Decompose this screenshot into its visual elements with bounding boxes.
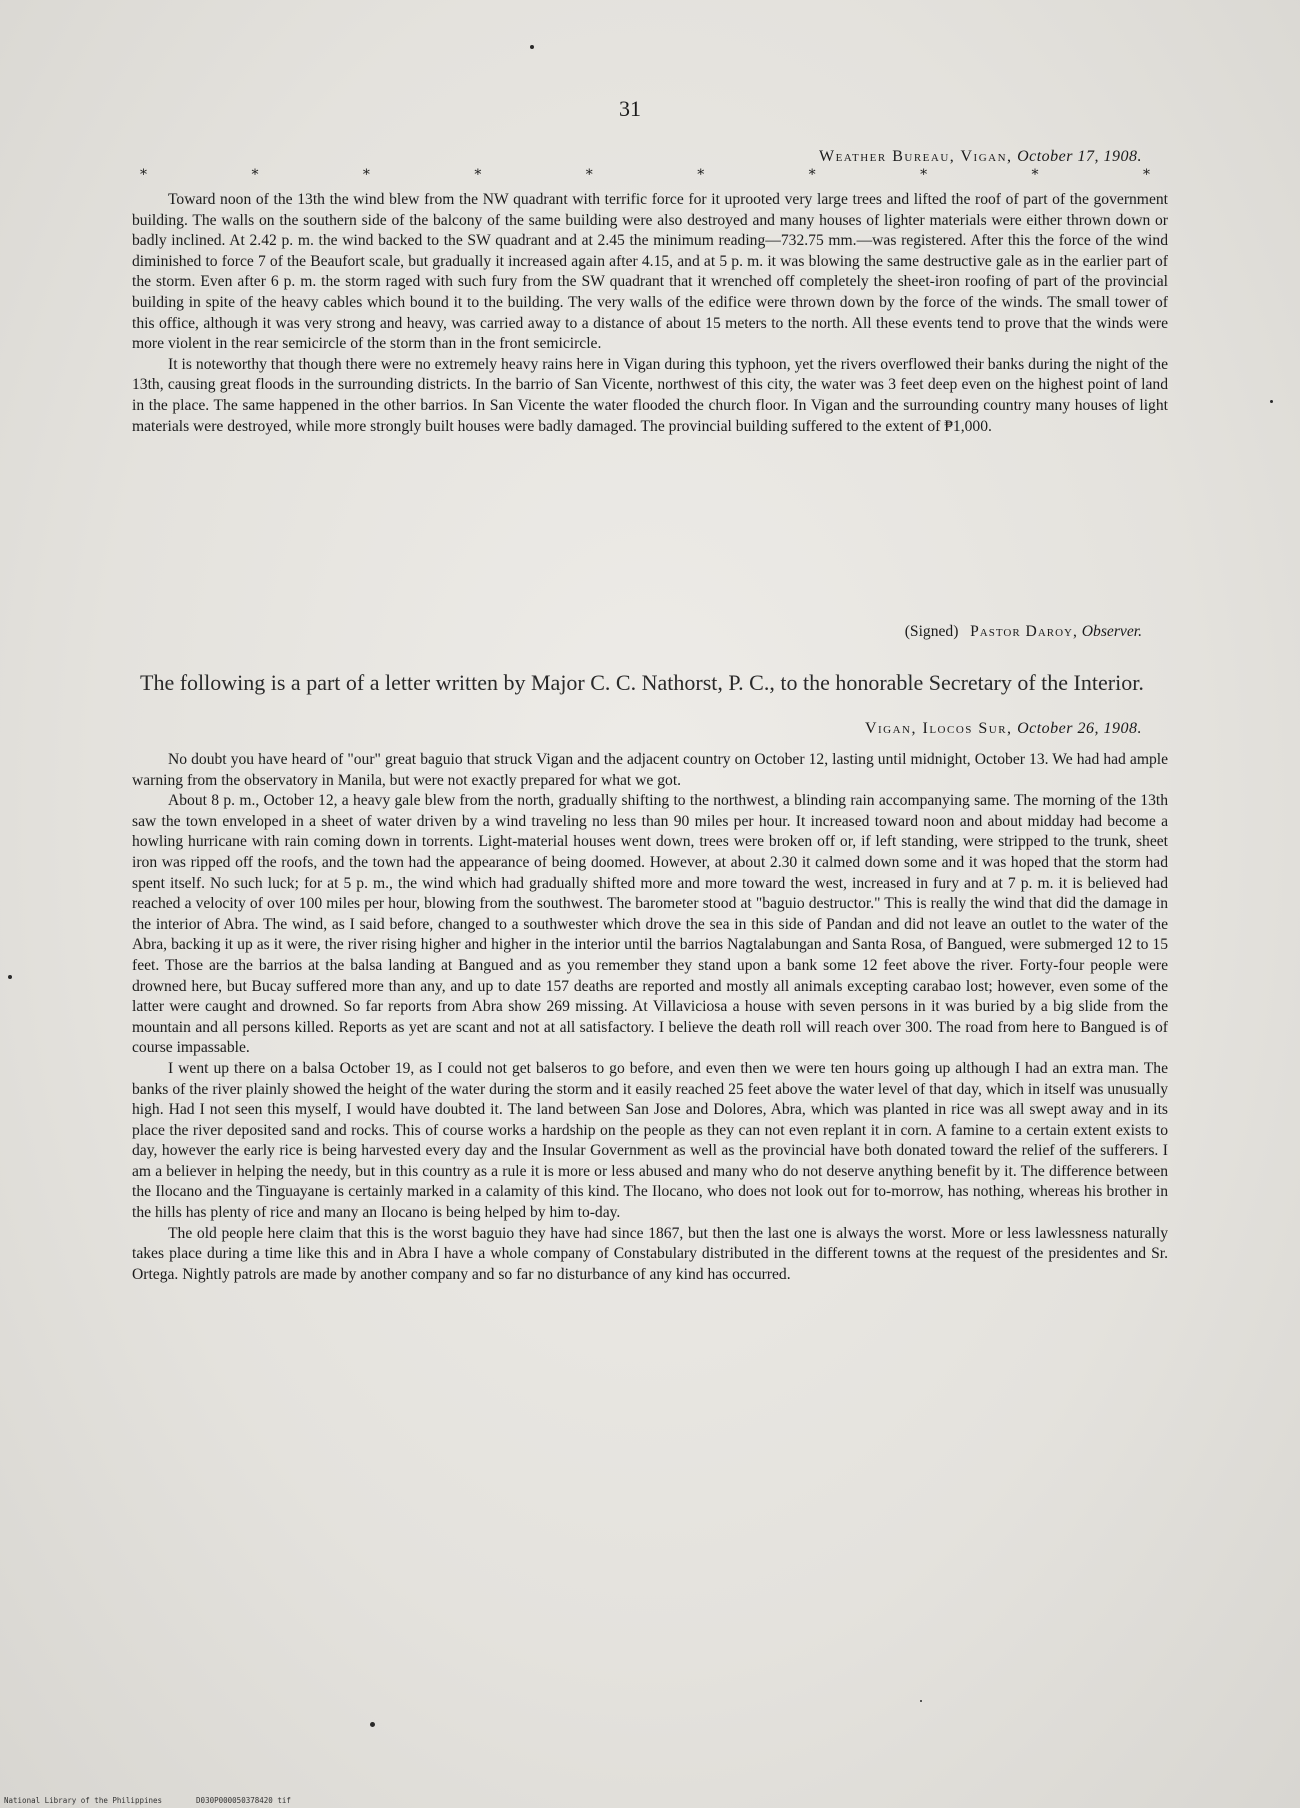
scan-footer [4,1796,291,1805]
ellipsis-star: * [808,167,816,183]
report-dateline-date: October 17, 1908. [1017,148,1142,165]
letter-dateline [865,720,1142,738]
page-number: 31 [619,96,641,121]
scan-speck [8,975,12,979]
ellipsis-stars [140,168,1150,182]
ellipsis-star: * [1142,167,1150,183]
letter-paragraph: About 8 p. m., October 12, a heavy gale blew from the north, gradually shifting to the northwest, a blinding rain accompanying same. The morning of the 13th saw the town enveloped in a sheet of water driven by a wind traveling no less than 90 miles per hour. It increased toward noon and about midday had become a howling hurricane with rain coming down in torrents. Light-material houses went down, trees were broken off or, if left standing, were stripped to the trunk, sheet iron was ripped off the roofs, and the town had the appearance of being doomed. However, at about 2.30 it calmed down some and it was hoped that the storm had spent itself. No such luck; for at 5 p. m., the wind which had gradually shifted more and more toward the west, increased in fury and at 7 p. m. it is believed had reached a velocity of over 100 miles per hour, blowing from the southwest. The barometer stood at "baguio destructor." This is really the wind that did the damage in the interior of Abra. The wind, as I said before, changed to a southwester which drove the sea in this side of Pandan and did not leave an outlet to the water of the Abra, backing it up as it were, the river rising higher and higher in the interior until the barrios Nagtalabungan and Santa Rosa, of Bangued, were submerged 12 to 15 feet. Those are the barrios at the balsa landing at Bangued and as you remember they stand upon a bank some 12 feet above the river. Forty-four people were drowned here, but Bucay suffered more than any, and up to date 157 deaths are reported and mostly all animals excepting carabao lost; however, even some of the latter were caught and drowned. So far reports from Abra show 269 missing. At Villaviciosa a house with seven persons in it was buried by a big slide from the mountain and all persons killed. Reports as yet are scant and not at all satisfactory. I believe the death roll will reach over 300. The road from here to Bangued is of course impassable. [132,792,1168,1057]
letter-dateline-date: October 26, 1908. [1017,720,1142,737]
footer-file-id: D030P000050378420 tif [196,1796,291,1805]
ellipsis-star: * [140,167,147,183]
letter-paragraph: I went up there on a balsa October 19, as I could not get balseros to go before, and even then we were ten hours going up although I had an extra man. The banks of the river plainly showed the height of the water during the storm and it easily reached 25 feet above the water level of that day, which in itself was unusually high. Had I not seen this myself, I would have doubted it. The land between San Jose and Dolores, Abra, which was planted in rice was all swept away and in its place the river deposited sand and rocks. This of course works a hardship on the people as they can not even replant it in corn. A famine to a certain extent exists to day, however the early rice is being harvested every day and the Insular Government as well as the provincial have both donated toward the relief of the sufferers. I am a believer in helping the needy, but in this country as a rule it is more or less abused and many who do not deserve anything benefit by it. The difference between the Ilocano and the Tinguayane is certainly marked in a calamity of this kind. The Ilocano, who does not look out for to-morrow, has nothing, whereas his brother in the hills has plenty of rice and many an Ilocano is being helped by him to-day. [132,1059,1168,1222]
weather-report-body [132,190,1168,437]
signer-name: Pastor Daroy, [970,623,1078,640]
letter-body [132,750,1168,1285]
ellipsis-star: * [1031,167,1039,183]
scan-speck [920,1700,922,1702]
report-dateline-place: Weather Bureau, Vigan, [818,148,1013,165]
signer-role: Observer. [1081,623,1142,640]
signed-label: (Signed) [904,623,959,640]
scan-speck [530,45,534,49]
letter-paragraph: The old people here claim that this is the worst baguio they have had since 1867, but then the last one is always the worst. More or less lawlessness naturally takes place during a time like this and in Abra I have a whole company of Constabulary distributed in the different towns at the request of the presidentes and Sr. Ortega. Nightly patrols are made by another company and so far no disturbance of any kind has occurred. [132,1224,1168,1283]
letter-dateline-place: Vigan, Ilocos Sur, [864,720,1013,737]
report-paragraph: It is noteworthy that though there were no extremely heavy rains here in Vigan during this typhoon, yet the rivers overflowed their banks during the night of the 13th, causing great floods in the surrounding districts. In the barrio of San Vicente, northwest of this city, the water was 3 feet deep even on the highest point of land in the place. The same happened in the other barrios. In San Vicente the water flooded the church floor. In Vigan and the surrounding country many houses of light materials were destroyed, while more strongly built houses were badly damaged. The provincial building suffered to the extent of ₱1,000. [132,355,1168,435]
scan-speck [370,1722,375,1727]
ellipsis-star: * [251,167,259,183]
ellipsis-star: * [920,167,928,183]
report-signature [905,623,1142,641]
ellipsis-star: * [362,167,370,183]
ellipsis-star: * [697,167,705,183]
ellipsis-star: * [474,167,482,183]
footer-library: National Library of the Philippines [4,1796,163,1805]
ellipsis-star: * [585,167,593,183]
report-dateline [819,148,1142,166]
scan-speck [1270,400,1273,403]
letter-introduction: The following is a part of a letter written by Major C. C. Nathorst, P. C., to the honorable Secretary of the Interior. [140,670,1144,695]
report-paragraph: Toward noon of the 13th the wind blew from the NW quadrant with terrific force for it uprooted very large trees and lifted the roof of part of the government building. The walls on the southern side of the balcony of the same building were also destroyed and many houses of lighter materials were either thrown down or badly inclined. At 2.42 p. m. the wind backed to the SW quadrant and at 2.45 the minimum reading—732.75 mm.—was registered. After this the force of the wind diminished to force 7 of the Beaufort scale, but gradually it increased again after 4.15, and at 5 p. m. it was blowing the same destructive gale as in the earlier part of the storm. Even after 6 p. m. the storm raged with such fury from the SW quadrant that it wrenched off completely the sheet-iron roofing of part of the provincial building in spite of the heavy cables which bound it to the building. The very walls of the edifice were thrown down by the force of the winds. The small tower of this office, although it was very strong and heavy, was carried away to a distance of about 15 meters to the north. All these events tend to prove that the winds were more violent in the rear semicircle of the storm than in the front semicircle. [132,191,1168,353]
letter-paragraph: No doubt you have heard of "our" great baguio that struck Vigan and the adjacent country on October 12, lasting until midnight, October 13. We had had ample warning from the observatory in Manila, but were not exactly prepared for what we got. [132,751,1168,789]
